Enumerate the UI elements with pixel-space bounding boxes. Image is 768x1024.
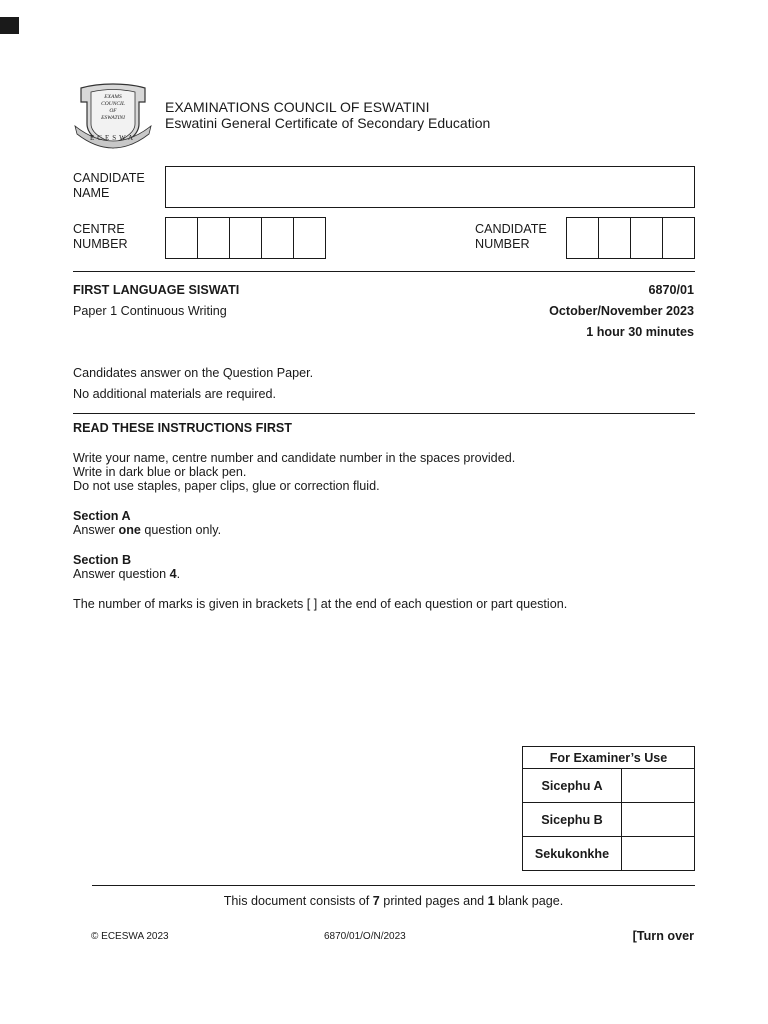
examiner-use-table <box>522 746 695 871</box>
footer-divider <box>92 885 695 886</box>
paper-name: Paper 1 Continuous Writing <box>73 304 227 318</box>
examiner-use-heading: For Examiner’s Use <box>523 747 695 769</box>
svg-text:OF: OF <box>109 108 117 114</box>
centre-number-box[interactable] <box>262 218 294 258</box>
paper-code: 6870/01 <box>648 283 694 297</box>
candidate-number-box[interactable] <box>663 218 694 258</box>
divider <box>73 271 695 272</box>
examiner-row-label: Sicephu B <box>523 803 622 837</box>
table-row <box>523 769 695 803</box>
instruction-line: Write your name, centre number and candidate number in the spaces provided. <box>73 451 516 465</box>
exam-duration: 1 hour 30 minutes <box>586 325 694 339</box>
divider <box>73 413 695 414</box>
examiner-mark-cell[interactable] <box>622 769 695 803</box>
section-a-title: Section A <box>73 509 131 523</box>
examiner-mark-cell[interactable] <box>622 803 695 837</box>
instruction-line: Write in dark blue or black pen. <box>73 465 247 479</box>
turn-over: [Turn over <box>632 929 694 943</box>
section-a-instruction: Answer one question only. <box>73 523 222 537</box>
page-count-note: This document consists of 7 printed pages and 1 blank page. <box>223 894 564 908</box>
materials-line: No additional materials are required. <box>73 387 277 401</box>
exam-session: October/November 2023 <box>549 304 694 318</box>
examiner-row-label: Sicephu A <box>523 769 622 803</box>
centre-number-label: CENTRE NUMBER <box>73 222 128 251</box>
section-b-instruction: Answer question 4. <box>73 567 181 581</box>
document-reference: 6870/01/O/N/2023 <box>324 931 406 942</box>
examiner-row-label: Sekukonkhe <box>523 837 622 871</box>
examiner-mark-cell[interactable] <box>622 837 695 871</box>
svg-text:EXAMS: EXAMS <box>104 94 122 100</box>
section-b-title: Section B <box>73 553 132 567</box>
candidate-name-field[interactable] <box>165 166 695 208</box>
candidate-number-box[interactable] <box>631 218 663 258</box>
eceswa-crest-logo <box>73 82 153 152</box>
table-row <box>523 837 695 871</box>
marks-note: The number of marks is given in brackets [ ] at the end of each question or part question. <box>73 597 568 611</box>
instruction-line: Do not use staples, paper clips, glue or correction fluid. <box>73 479 380 493</box>
materials-line: Candidates answer on the Question Paper. <box>73 366 314 380</box>
instructions-heading: READ THESE INSTRUCTIONS FIRST <box>73 421 293 435</box>
svg-text:ESWATINI: ESWATINI <box>101 115 125 121</box>
certificate-name: Eswatini General Certificate of Secondary Education <box>165 115 491 131</box>
copyright: © ECESWA 2023 <box>91 931 169 942</box>
candidate-name-label: CANDIDATE NAME <box>73 171 145 200</box>
table-row <box>523 803 695 837</box>
centre-number-field[interactable] <box>165 217 326 259</box>
centre-number-box[interactable] <box>230 218 262 258</box>
candidate-number-box[interactable] <box>567 218 599 258</box>
council-name: EXAMINATIONS COUNCIL OF ESWATINI <box>165 99 430 115</box>
subject-title: FIRST LANGUAGE SISWATI <box>73 283 240 297</box>
svg-text:COUNCIL: COUNCIL <box>101 101 125 107</box>
page-corner-mark <box>0 17 19 34</box>
candidate-number-field[interactable] <box>566 217 695 259</box>
centre-number-box[interactable] <box>198 218 230 258</box>
centre-number-box[interactable] <box>166 218 198 258</box>
centre-number-box[interactable] <box>294 218 325 258</box>
candidate-number-box[interactable] <box>599 218 631 258</box>
candidate-number-label: CANDIDATE NUMBER <box>475 222 547 251</box>
svg-text:ECESWA: ECESWA <box>90 134 136 142</box>
